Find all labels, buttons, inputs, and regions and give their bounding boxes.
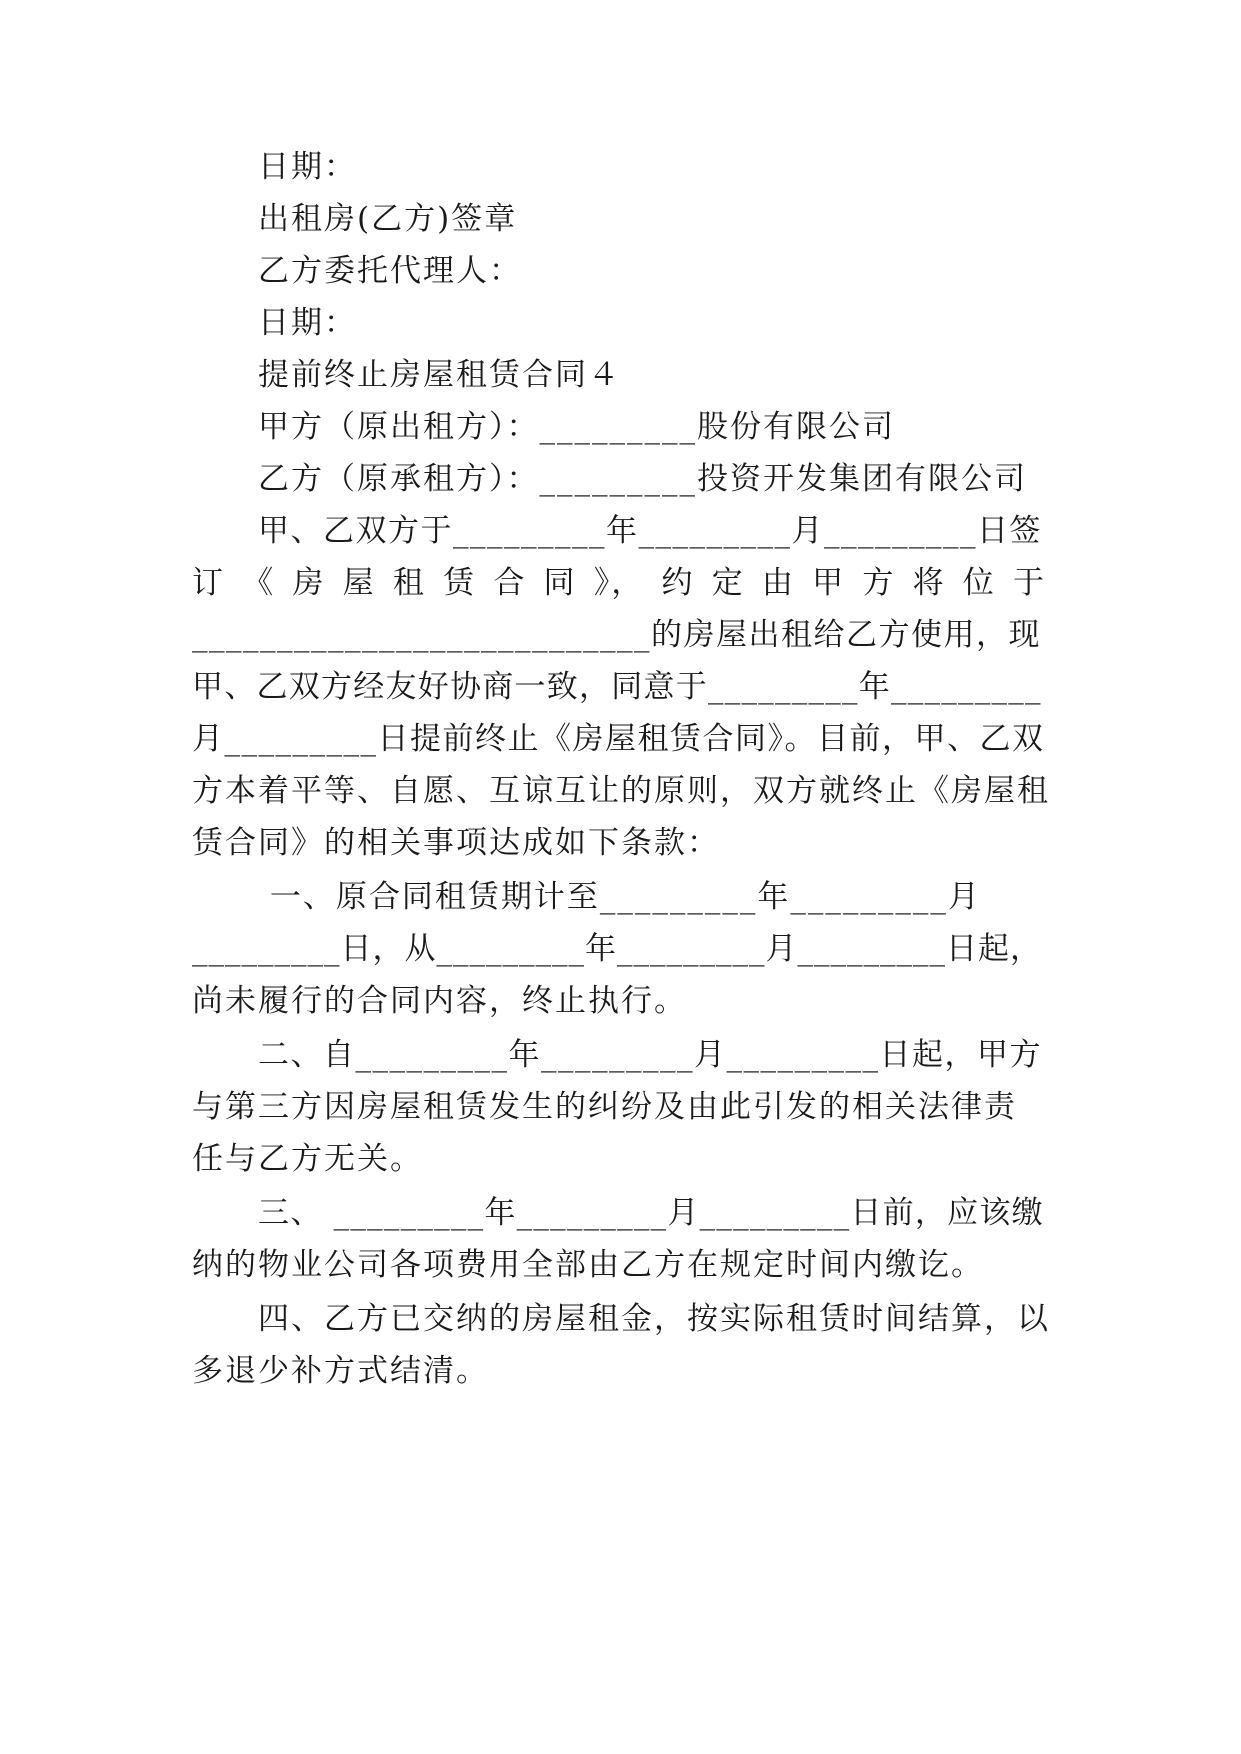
- para1-line: 甲、乙双方于_________年_________月_________日签: [258, 513, 1042, 549]
- para1-line-justified: 订 《 房 屋 租 赁 合 同 》， 约 定 由 甲 方 将 位 于: [192, 565, 1046, 601]
- party-b-agent-line: 乙方委托代理人：: [258, 253, 522, 289]
- clause2-line: 二、自_________年_________月_________日起，甲方: [258, 1037, 1042, 1073]
- para1-line: 赁合同》的相关事项达成如下条款：: [192, 825, 720, 861]
- clause3-line: 纳的物业公司各项费用全部由乙方在规定时间内缴讫。: [192, 1247, 984, 1283]
- party-b-line: 乙方（原承租方）：_________投资开发集团有限公司: [258, 461, 1027, 497]
- clause1-line: 一、原合同租赁期计至_________年_________月: [258, 879, 981, 915]
- clause1-line: _________日，从_________年_________月_________日起，: [192, 931, 1042, 967]
- clause4-line: 多退少补方式结清。: [192, 1353, 489, 1389]
- para1-line: 甲、乙双方经友好协商一致，同意于_________年_________: [192, 669, 1042, 705]
- signature-date-a: 日期：: [258, 149, 357, 185]
- clause4-line: 四、乙方已交纳的房屋租金，按实际租赁时间结算，以: [258, 1301, 1050, 1337]
- clause2-line: 任与乙方无关。: [192, 1141, 423, 1177]
- signature-date-b: 日期：: [258, 305, 357, 341]
- party-a-line: 甲方（原出租方）：_________股份有限公司: [258, 409, 895, 445]
- clause1-line: 尚未履行的合同内容，终止执行。: [192, 983, 687, 1019]
- contract-title: 提前终止房屋租赁合同４: [258, 357, 621, 393]
- para1-line: 方本着平等、自愿、互谅互让的原则，双方就终止《房屋租: [192, 773, 1050, 809]
- para1-line: ___________________________的房屋出租给乙方使用，现: [192, 617, 1041, 653]
- clause2-line: 与第三方因房屋租赁发生的纠纷及由此引发的相关法律责: [192, 1089, 1017, 1125]
- clause3-line: 三、 _________年_________月_________日前，应该缴: [258, 1195, 1044, 1231]
- lessor-seal-line: 出租房(乙方)签章: [258, 201, 518, 237]
- para1-line: 月_________日提前终止《房屋租赁合同》。目前，甲、乙双: [192, 721, 1045, 757]
